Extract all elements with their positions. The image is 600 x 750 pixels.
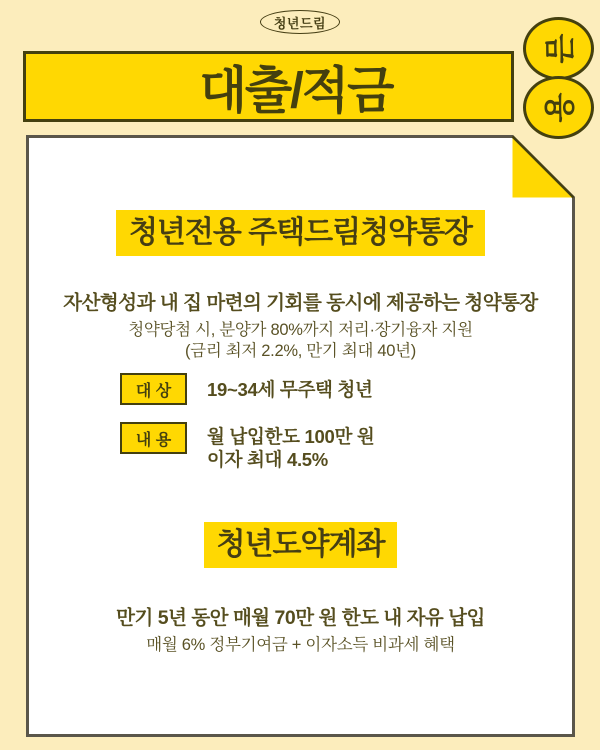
finance-badge-bottom-circle xyxy=(523,76,594,139)
brand-badge-label: 청년드림 xyxy=(273,15,327,31)
detail-value-line-2: 이자 최대 4.5% xyxy=(207,448,328,470)
detail-row xyxy=(120,422,374,471)
detail-label: 내 용 xyxy=(135,431,172,449)
finance-badge-top-circle xyxy=(523,17,594,80)
section1-title: 청년전용 주택드림청약통장 xyxy=(116,210,485,256)
target-value-line: 19~34세 무주택 청년 xyxy=(207,379,373,400)
banner-title: 대출/적금 xyxy=(199,63,393,119)
section2-title-row xyxy=(26,522,575,568)
detail-label-box xyxy=(120,422,187,454)
detail-value-line-1: 월 납입한도 100만 원 xyxy=(207,426,375,447)
section1-title-row xyxy=(26,210,575,256)
card-content xyxy=(26,135,575,737)
section2-title: 청년도약계좌 xyxy=(204,522,398,568)
target-value xyxy=(207,373,373,402)
section2-detail-1: 매월 6% 정부기여금 + 이자소득 비과세 혜택 xyxy=(146,636,455,654)
section2-description xyxy=(26,602,575,656)
target-label: 대 상 xyxy=(135,382,172,400)
category-banner xyxy=(23,51,514,122)
section1-detail-2: (금리 최저 2.2%, 만기 최대 40년) xyxy=(184,342,416,360)
finance-badge-char-bottom: 융 xyxy=(540,92,576,123)
target-label-box xyxy=(120,373,187,405)
section2-summary: 만기 5년 동안 매월 70만 원 한도 내 자유 납입 xyxy=(116,607,485,629)
section1-summary: 자산형성과 내 집 마련의 기회를 동시에 제공하는 청약통장 xyxy=(63,292,538,314)
finance-badge-char-top: 금 xyxy=(540,33,576,64)
target-row xyxy=(120,373,373,405)
section1-description xyxy=(26,287,575,362)
section1-detail-1: 청약당첨 시, 분양가 80%까지 저리·장기융자 지원 xyxy=(128,321,473,339)
detail-value xyxy=(207,422,374,471)
content-card xyxy=(26,135,575,737)
brand-oval-badge xyxy=(260,10,340,34)
